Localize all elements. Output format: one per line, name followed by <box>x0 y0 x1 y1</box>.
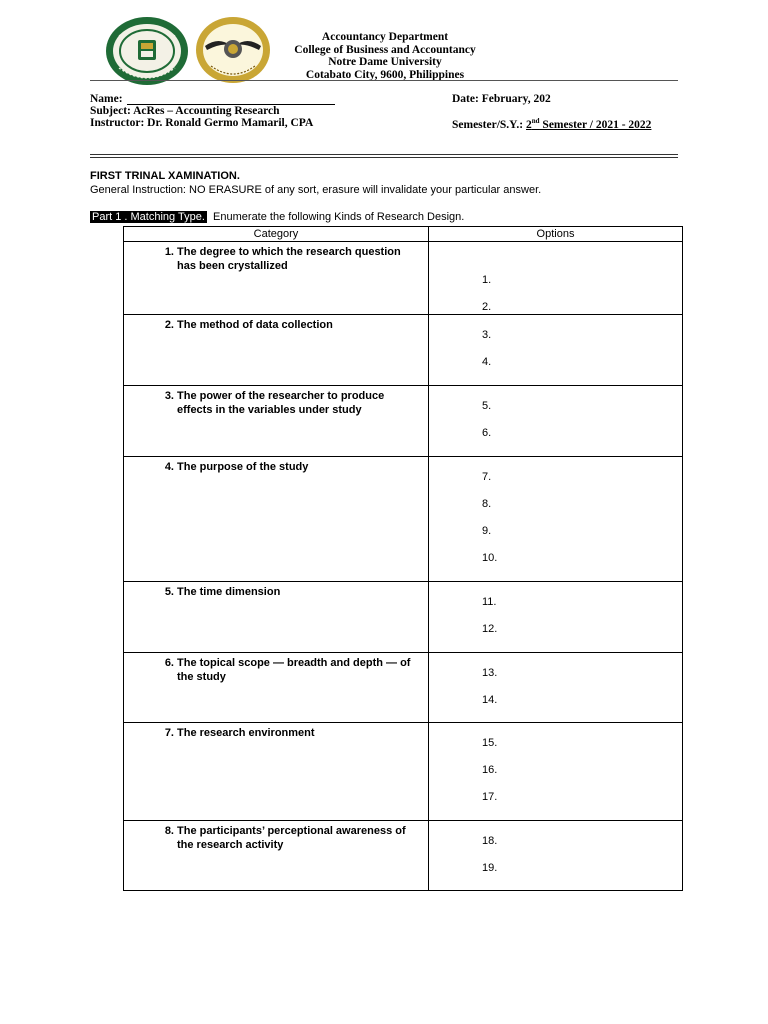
options-cell[interactable] <box>429 821 683 891</box>
table-row <box>124 723 683 821</box>
table-row <box>124 386 683 457</box>
category-cell <box>124 653 429 723</box>
option-item[interactable]: 15. <box>482 737 498 749</box>
table-header-row <box>124 227 683 242</box>
option-item[interactable]: 8. <box>482 498 492 510</box>
part-label: Part 1 . Matching Type. <box>92 211 205 223</box>
category-cell <box>124 242 429 315</box>
department-name: Accountancy Department <box>321 31 449 43</box>
header-divider <box>90 80 678 81</box>
table-row <box>124 821 683 891</box>
category-text <box>164 825 417 852</box>
category-header: Category <box>124 227 429 242</box>
category-text <box>164 390 417 417</box>
table-row <box>124 242 683 315</box>
category-number: 4. <box>164 461 174 473</box>
option-item[interactable]: 11. <box>482 596 497 608</box>
option-item[interactable]: 19. <box>482 862 498 874</box>
option-item[interactable]: 13. <box>482 667 498 679</box>
semester-prefix: Semester/S.Y.: <box>452 118 526 131</box>
category-cell <box>124 315 429 386</box>
category-number: 2. <box>164 319 174 331</box>
category-cell <box>124 821 429 891</box>
option-item[interactable]: 16. <box>482 764 498 776</box>
university-address: Cotabato City, 9600, Philippines <box>305 68 465 81</box>
semester-suffix: nd <box>531 117 540 125</box>
part-heading <box>90 211 464 223</box>
university-name: Notre Dame University <box>328 56 442 69</box>
category-description: The participants’ perceptional awareness of the research activity <box>177 825 406 851</box>
category-cell <box>124 582 429 653</box>
options-cell[interactable] <box>429 386 683 457</box>
category-cell <box>124 457 429 582</box>
option-item[interactable]: 14. <box>482 694 498 706</box>
category-description: The topical scope — breadth and depth — of the study <box>177 657 411 683</box>
general-instruction: General Instruction: NO ERASURE of any sort, erasure will invalidate your particular answer. <box>90 184 542 196</box>
semester-label <box>452 117 651 131</box>
department-header <box>260 31 510 81</box>
options-cell[interactable] <box>429 582 683 653</box>
category-text <box>164 657 417 684</box>
option-item[interactable]: 2. <box>482 301 492 313</box>
category-number: 6. <box>164 657 174 669</box>
category-description: The time dimension <box>177 586 281 598</box>
semester-value <box>526 119 651 131</box>
instructor-label: Instructor: Dr. Ronald Germo Mamaril, CPA <box>90 117 314 129</box>
date-label: Date: February, 202 <box>452 93 551 105</box>
category-number: 3. <box>164 390 174 402</box>
category-description: The method of data collection <box>177 319 333 331</box>
option-item[interactable]: 9. <box>482 525 492 537</box>
category-text <box>164 461 417 475</box>
option-item[interactable]: 4. <box>482 356 492 368</box>
exam-title: FIRST TRINAL XAMINATION. <box>90 170 240 182</box>
table-row <box>124 315 683 386</box>
options-cell[interactable] <box>429 242 683 315</box>
category-text <box>164 727 417 741</box>
university-seal-icon <box>105 16 189 86</box>
matching-table <box>123 226 683 891</box>
category-number: 7. <box>164 727 174 739</box>
option-item[interactable]: 3. <box>482 329 492 341</box>
option-item[interactable]: 7. <box>482 471 492 483</box>
category-cell <box>124 723 429 821</box>
table-row <box>124 582 683 653</box>
options-cell[interactable] <box>429 315 683 386</box>
category-cell <box>124 386 429 457</box>
category-text <box>164 586 417 600</box>
option-item[interactable]: 6. <box>482 427 492 439</box>
category-text <box>164 246 417 273</box>
name-label: Name: <box>90 93 123 105</box>
table-row <box>124 457 683 582</box>
table-row <box>124 653 683 723</box>
category-description: The degree to which the research question has been crystallized <box>177 246 401 272</box>
category-text <box>164 319 417 333</box>
option-item[interactable]: 10. <box>482 552 498 564</box>
part-text: Enumerate the following Kinds of Research Design. <box>213 211 465 223</box>
category-description: The research environment <box>177 727 315 739</box>
option-item[interactable]: 17. <box>482 791 498 803</box>
category-description: The power of the researcher to produce effects in the variables under study <box>177 390 385 416</box>
semester-number: 2 <box>526 118 532 131</box>
semester-year: Semester / 2021 - 2022 <box>539 118 652 131</box>
option-item[interactable]: 12. <box>482 623 498 635</box>
options-cell[interactable] <box>429 457 683 582</box>
option-item[interactable]: 5. <box>482 400 492 412</box>
option-item[interactable]: 1. <box>482 274 492 286</box>
category-description: The purpose of the study <box>177 461 309 473</box>
options-header: Options <box>429 227 683 242</box>
name-field[interactable] <box>90 93 335 105</box>
category-number: 1. <box>164 246 174 258</box>
options-cell[interactable] <box>429 723 683 821</box>
option-item[interactable]: 18. <box>482 835 498 847</box>
name-blank[interactable] <box>127 94 335 105</box>
options-cell[interactable] <box>429 653 683 723</box>
section-divider <box>90 154 678 158</box>
category-number: 8. <box>164 825 174 837</box>
category-number: 5. <box>164 586 174 598</box>
subject-label: Subject: AcRes – Accounting Research <box>90 105 280 117</box>
college-name: College of Business and Accountancy <box>294 43 476 56</box>
